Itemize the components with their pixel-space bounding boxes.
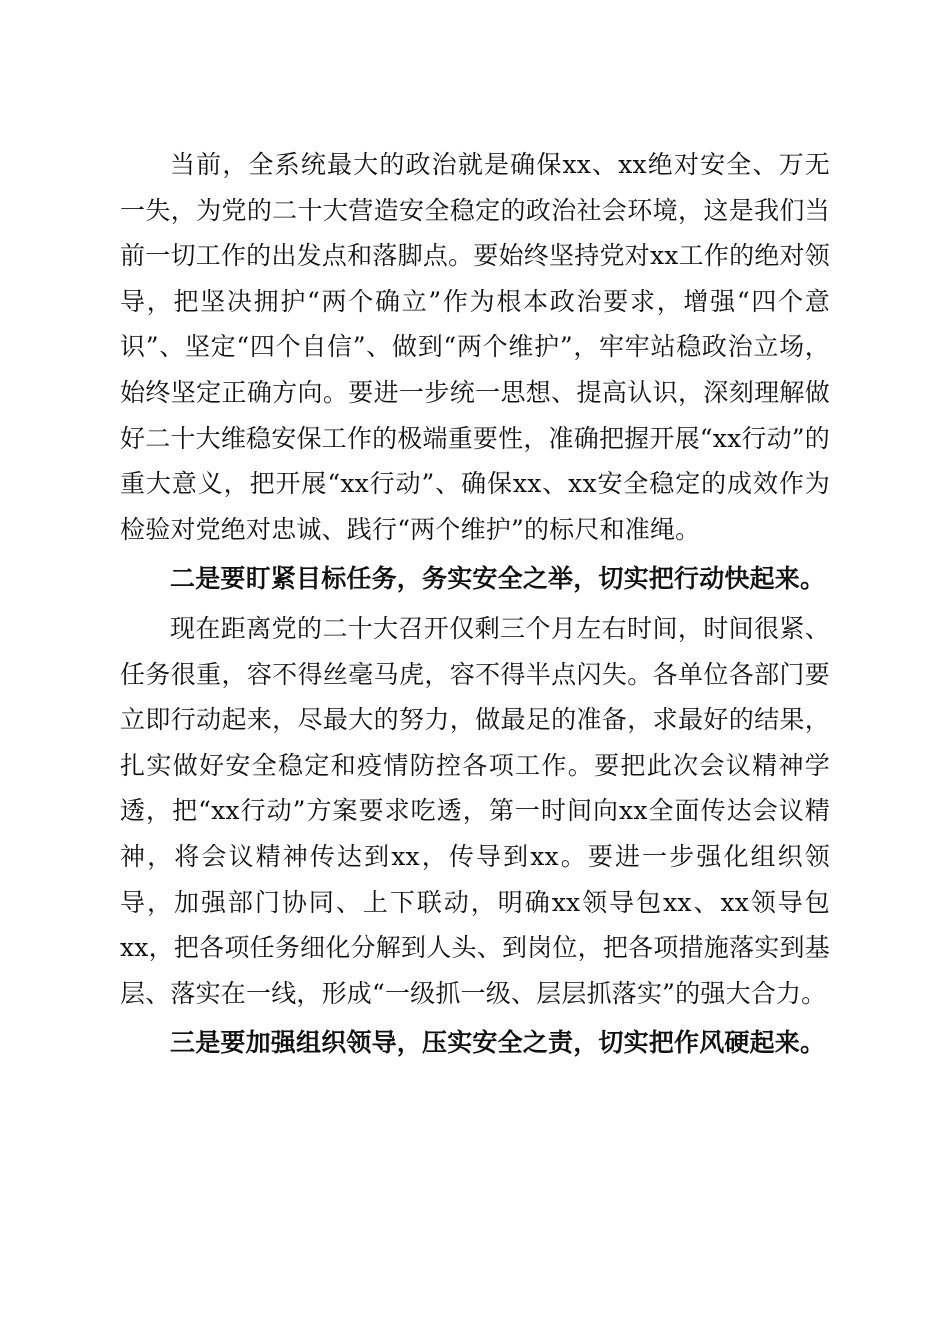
- document-body: [120, 142, 830, 1070]
- paragraph-political-security: 当前，全系统最大的政治就是确保xx、xx绝对安全、万无一失，为党的二十大营造安全稳定的政治社会环境，这是我们当前一切工作的出发点和落脚点。要始终坚持党对xx工作的绝对领导，把坚决拥护“两个确立”作为根本政治要求，增强“四个意识”、坚定“四个自信”、做到“两个维护”，牢牢站稳政治立场，始终坚定正确方向。要进一步统一思想、提高认识，深刻理解做好二十大维稳安保工作的极端重要性，准确把握开展“xx行动”的重大意义，把开展“xx行动”、确保xx、xx安全稳定的成效作为检验对党绝对忠诚、践行“两个维护”的标尺和准绳。: [120, 150, 830, 544]
- section-heading-2: 二是要盯紧目标任务，务实安全之举，切实把行动快起来。: [170, 564, 826, 594]
- paragraph-action-tasks: 现在距离党的二十大召开仅剩三个月左右时间，时间很紧、任务很重，容不得丝毫马虎，容不得半点闪失。各单位各部门要立即行动起来，尽最大的努力，做最足的准备，求最好的结果，扎实做好安全稳定和疫情防控各项工作。要把此次会议精神学透，把“xx行动”方案要求吃透，第一时间向xx全面传达会议精神，将会议精神传达到xx，传导到xx。要进一步强化组织领导，加强部门协同、上下联动，明确xx领导包xx、xx领导包xx，把各项任务细化分解到人头、到岗位，把各项措施落实到基层、落实在一线，形成“一级抓一级、层层抓落实”的强大合力。: [120, 613, 830, 1008]
- section-heading-3: 三是要加强组织领导，压实安全之责，切实把作风硬起来。: [170, 1028, 826, 1058]
